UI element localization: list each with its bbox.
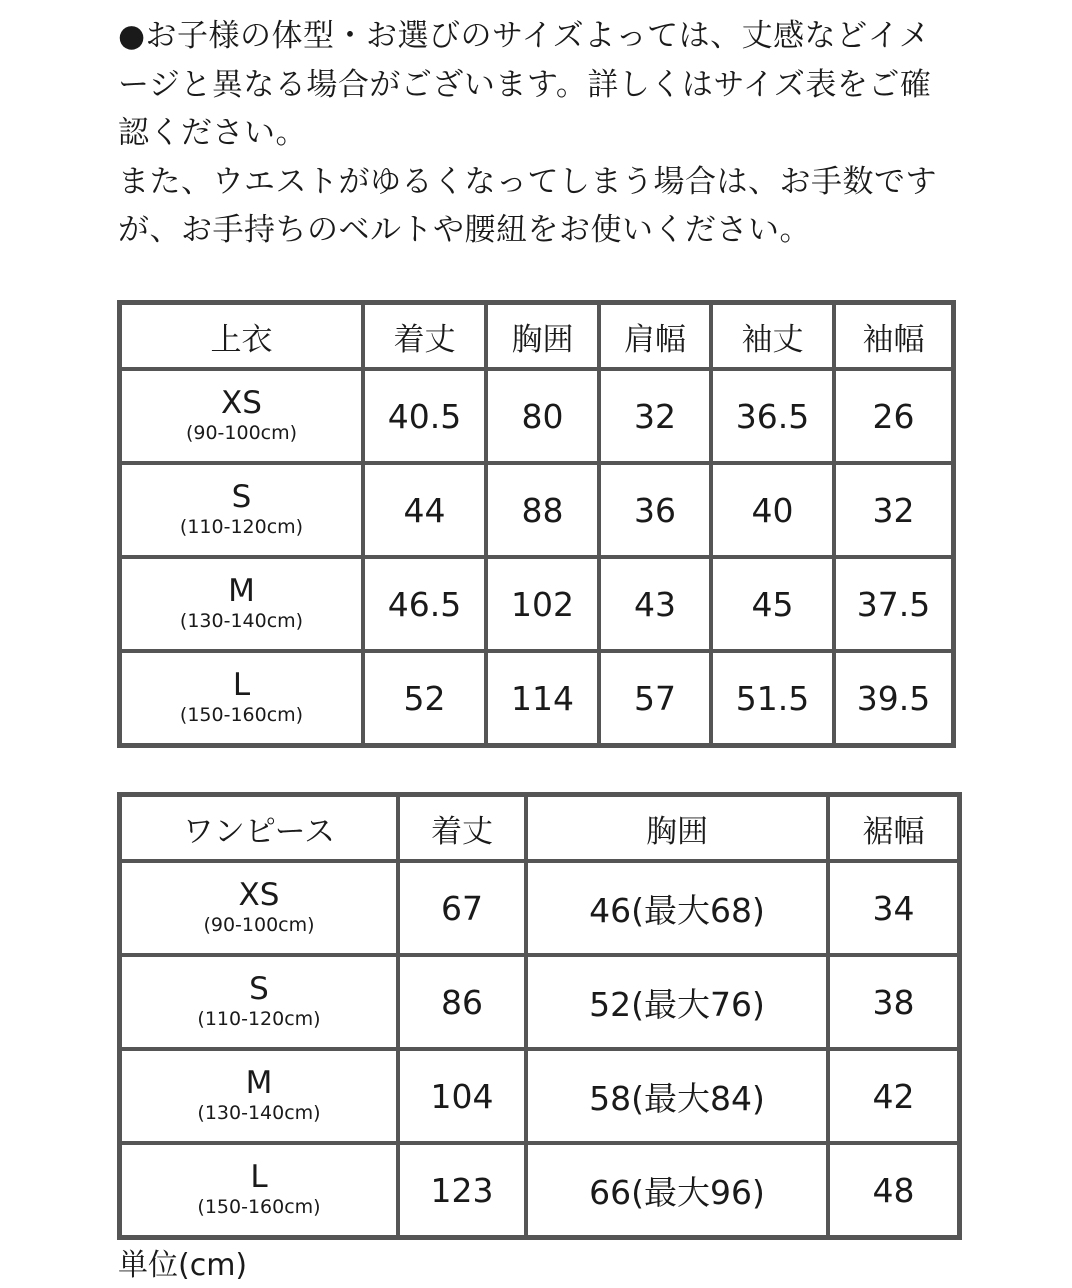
value-cell: 42: [828, 1049, 959, 1143]
table-row: [120, 369, 953, 463]
value-cell: 86: [398, 955, 526, 1049]
table-row: [120, 651, 953, 745]
dress-size-table: [117, 792, 962, 1240]
value-cell: 80: [486, 369, 599, 463]
value-cell: 38: [828, 955, 959, 1049]
value-cell: 26: [834, 369, 953, 463]
size-cell: [120, 1049, 398, 1143]
size-label: L: [250, 1159, 268, 1195]
size-cell: [120, 651, 363, 745]
value-cell: 102: [486, 557, 599, 651]
header-cell: 着丈: [398, 795, 526, 861]
size-range: (150-160cm): [197, 1196, 321, 1218]
notice-line: が、お手持ちのベルトや腰紐をお使いください。: [118, 212, 811, 248]
value-cell: 52: [363, 651, 486, 745]
size-label: L: [232, 667, 251, 703]
size-label: XS: [221, 385, 262, 421]
value-cell: 40.5: [363, 369, 486, 463]
value-cell: 34: [828, 861, 959, 955]
notice-line: ージと異なる場合がございます。詳しくはサイズ表をご確: [118, 66, 932, 103]
size-cell: [120, 463, 363, 557]
header-cell: 着丈: [363, 303, 486, 369]
table-row: [120, 1049, 959, 1143]
notice-line: また、ウエストがゆるくなってしまう場合は、お手数です: [118, 163, 937, 200]
table-header-row: [120, 303, 953, 369]
value-cell: 88: [486, 463, 599, 557]
value-cell: 67: [398, 861, 526, 955]
header-cell: 胸囲: [526, 795, 828, 861]
size-range: (130-140cm): [179, 610, 304, 632]
size-range: (110-120cm): [197, 1008, 321, 1030]
value-cell: 51.5: [711, 651, 834, 745]
value-cell: 52(最大76): [526, 955, 828, 1049]
table-row: [120, 861, 959, 955]
header-cell: 裾幅: [828, 795, 959, 861]
size-range: (150-160cm): [179, 704, 304, 726]
size-label: M: [245, 1065, 273, 1101]
size-notice: [118, 12, 958, 255]
size-cell: [120, 955, 398, 1049]
value-cell: 104: [398, 1049, 526, 1143]
table-row: [120, 463, 953, 557]
value-cell: 46(最大68): [526, 861, 828, 955]
value-cell: 57: [599, 651, 711, 745]
size-range: (90-100cm): [185, 422, 298, 444]
size-cell: [120, 557, 363, 651]
table-row: [120, 557, 953, 651]
value-cell: 44: [363, 463, 486, 557]
value-cell: 36.5: [711, 369, 834, 463]
header-cell: 胸囲: [486, 303, 599, 369]
header-cell: ワンピース: [120, 795, 398, 861]
tops-size-table: [117, 300, 956, 748]
notice-line: ●お子様の体型・お選びのサイズよっては、丈感などイメ: [118, 18, 931, 54]
value-cell: 123: [398, 1143, 526, 1237]
value-cell: 39.5: [834, 651, 953, 745]
value-cell: 46.5: [363, 557, 486, 651]
size-label: M: [228, 573, 255, 609]
table-header-row: [120, 795, 959, 861]
value-cell: 36: [599, 463, 711, 557]
table-row: [120, 955, 959, 1049]
header-cell: 袖幅: [834, 303, 953, 369]
size-cell: [120, 1143, 398, 1237]
value-cell: 37.5: [834, 557, 953, 651]
header-cell: 袖丈: [711, 303, 834, 369]
size-label: XS: [238, 877, 280, 913]
value-cell: 66(最大96): [526, 1143, 828, 1237]
header-cell: 肩幅: [599, 303, 711, 369]
size-range: (130-140cm): [197, 1102, 321, 1124]
size-label: S: [231, 479, 252, 515]
value-cell: 58(最大84): [526, 1049, 828, 1143]
size-cell: [120, 861, 398, 955]
unit-label: 単位(cm): [118, 1248, 248, 1283]
notice-line: 認ください。: [118, 115, 307, 151]
size-label: S: [249, 971, 269, 1007]
size-range: (90-100cm): [203, 914, 315, 936]
value-cell: 32: [599, 369, 711, 463]
size-range: (110-120cm): [179, 516, 304, 538]
value-cell: 43: [599, 557, 711, 651]
value-cell: 45: [711, 557, 834, 651]
size-cell: [120, 369, 363, 463]
value-cell: 32: [834, 463, 953, 557]
header-cell: 上衣: [120, 303, 363, 369]
table-row: [120, 1143, 959, 1237]
value-cell: 114: [486, 651, 599, 745]
value-cell: 48: [828, 1143, 959, 1237]
value-cell: 40: [711, 463, 834, 557]
